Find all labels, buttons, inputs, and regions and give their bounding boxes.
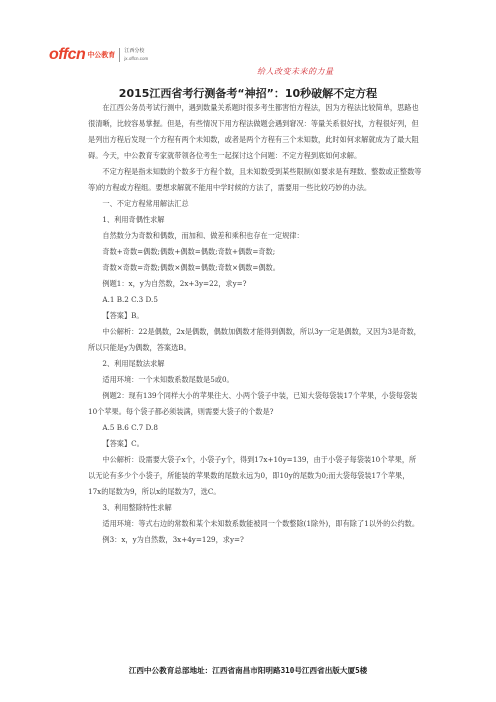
rule-line: 奇数×奇数=奇数;偶数×偶数=偶数;奇数×偶数=偶数。 <box>102 263 280 272</box>
header <box>49 44 449 74</box>
logo-wordmark: offcn <box>49 46 86 63</box>
logo-divider <box>119 48 120 62</box>
logo-branch <box>124 48 148 62</box>
example-1: 例题1：x，y为自然数，2x+3y=22，求y=? <box>102 279 247 288</box>
rule-line: 奇数+奇数=偶数;偶数+偶数=偶数;奇数+偶数=奇数; <box>102 247 276 256</box>
slogan: 给人改变未来的力量 <box>257 67 334 76</box>
options-1: A.1 B.2 C.3 D.5 <box>102 295 158 304</box>
paragraph: 自然数分为奇数和偶数，而加和、做差和乘积也存在一定规律： <box>102 231 304 240</box>
answer-2: 【答案】C。 <box>102 439 144 448</box>
logo-branch-name: 江西分校 <box>124 48 145 54</box>
method-heading-3: 3、利用整除特性求解 <box>102 503 172 512</box>
analysis-2: 中公解析：设需要大袋子x个，小袋子y个，得到17x+10y=139，由于小袋子每袋装10个苹果，所以无论有多少个小袋子，所能装的苹果数的尾数永远为0，即10y的尾数为0;而大袋每袋装17个苹果，17x的尾数为9，所以x的尾数为7，选C。 <box>88 455 417 496</box>
paragraph-intro: 在江西公务员考试行测中，遇到数量关系题时很多考生都害怕方程法，因为方程法比较简单，思路也很清晰，比较容易掌握。但是，有些情况下用方程法做题会遇到窘况：等量关系很好找，方程很好列，但是列出方程后发现一个方程有两个未知数，或者是两个方程有三个未知数，此时如何求解就成为了最大阻碍。今天，中公教育专家就带领各位考生一起探讨这个问题：不定方程到底如何求解。 <box>88 103 419 160</box>
paragraph: 适用环境：等式右边的常数和某个未知数系数能被同一个数整除(1除外)，即有除了1以外的公约数。 <box>102 519 420 528</box>
example-3: 例3：x，y为自然数，3x+4y=129，求y=? <box>102 535 244 544</box>
article-body <box>88 100 422 548</box>
paragraph: 适用环境：一个未知数系数尾数是5或0。 <box>102 375 234 384</box>
options-2: A.5 B.6 C.7 D.8 <box>102 423 158 432</box>
page-title: 2015江西省考行测备考“神招”：10秒破解不定方程 <box>118 87 378 100</box>
example-2: 例题2：现有139个同样大小的苹果往大、小两个袋子中装，已知大袋每袋装17个苹果，小袋每袋装10个苹果。每个袋子都必须装满，则需要大袋子的个数是? <box>88 391 418 416</box>
footer-address: 江西中公教育总部地址：江西省南昌市阳明路310号江西省出版大厦5楼 <box>128 666 368 675</box>
section-heading: 一、不定方程常用解法汇总 <box>102 199 189 208</box>
answer-1: 【答案】B。 <box>102 311 144 320</box>
method-heading-2: 2、利用尾数法求解 <box>102 359 165 368</box>
offcn-logo <box>49 44 148 66</box>
logo-branch-url: jx.offcn.com <box>124 56 149 61</box>
logo-chinese-name: 中公教育 <box>87 51 116 59</box>
analysis-1: 中公解析：22是偶数，2x是偶数，偶数加偶数才能得到偶数，所以3y一定是偶数，又因为3是奇数，所以只能是y为偶数，答案选B。 <box>88 327 421 352</box>
method-heading-1: 1、利用奇偶性求解 <box>102 215 165 224</box>
paragraph-definition: 不定方程是指未知数的个数多于方程个数，且未知数受到某些限制(如要求是有理数、整数或正整数等等)的方程或方程组。要想求解就不能用中学时候的方法了，需要用一些比较巧妙的办法。 <box>88 167 422 192</box>
